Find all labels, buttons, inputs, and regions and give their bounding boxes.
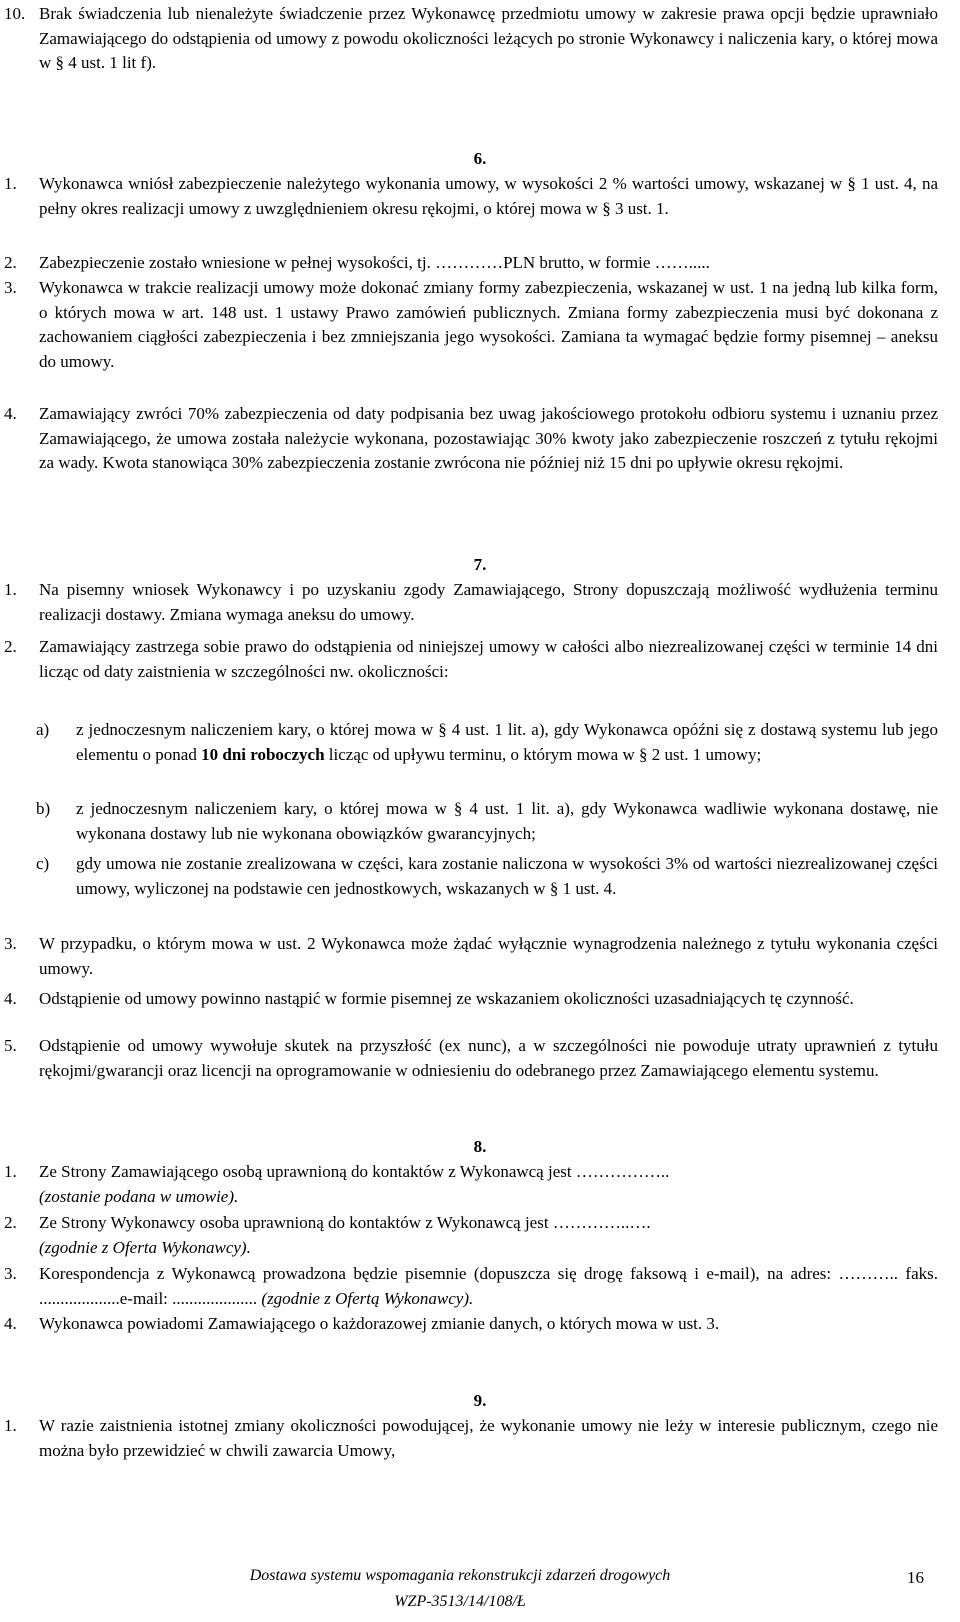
- numbered-paragraph: [4, 1211, 938, 1260]
- paragraph-text: Wykonawca wniósł zabezpieczenie należytego wykonania umowy, w wysokości 2 % wartości umowy, wskazanej w § 1 ust. 4, na pełny okres realizacji umowy z uwzględnieniem okresu rękojmi, o której mowa w § 3 ust. 1.: [39, 174, 938, 218]
- lettered-item: [36, 797, 938, 846]
- paragraph-number: 2.: [4, 253, 17, 272]
- numbered-paragraph: [4, 251, 938, 276]
- text-segment: z jednoczesnym naliczeniem kary, o której mowa w § 4 ust. 1 lit. a), gdy Wykonawca wadliwie wykonana dostawę, nie wykonana dostawy lub nie wykonana obowiązków gwarancyjnych;: [76, 799, 938, 843]
- numbered-paragraph: [4, 635, 938, 684]
- paragraph-number: 1.: [4, 1162, 17, 1181]
- paragraph-text: [39, 1211, 938, 1260]
- paragraph-number: 3.: [4, 1264, 17, 1283]
- section-heading: 9.: [473, 1391, 487, 1410]
- paragraph-number: 3.: [4, 278, 17, 297]
- paragraph-number: 1.: [4, 174, 17, 193]
- lettered-item-text: [76, 718, 938, 767]
- paragraph-text: W przypadku, o którym mowa w ust. 2 Wykonawca może żądać wyłącznie wynagrodzenia należnego z tytułu wykonania części umowy.: [39, 934, 938, 978]
- paragraph-text: Wykonawca w trakcie realizacji umowy może dokonać zmiany formy zabezpieczenia, wskazanej w ust. 1 na jedną lub kilka form, o których mowa w art. 148 ust. 1 ustawy Prawo zamówień publicznych. Zmiana formy zabezpieczenia musi być dokonana z zachowaniem ciągłości zabezpieczenia i bez zmniejszania jego wysokości. Zamiana ta wymagać będzie formy pisemnej – aneksu do umowy.: [39, 278, 938, 371]
- numbered-paragraph: [4, 172, 938, 221]
- text-segment: Ze Strony Zamawiającego osobą uprawnioną do kontaktów z Wykonawcą jest ……………..: [39, 1162, 670, 1181]
- paragraph-text: Zamawiający zastrzega sobie prawo do odstąpienia od niniejszej umowy w całości albo niezrealizowanej części w terminie 14 dni licząc od daty zaistnienia w szczególności nw. okoliczności:: [39, 637, 938, 681]
- section-heading: 7.: [473, 555, 487, 574]
- italic-note: (zgodnie z Ofertą Wykonawcy).: [261, 1288, 474, 1308]
- numbered-paragraph: [4, 1034, 938, 1083]
- numbered-paragraph: [4, 1312, 938, 1337]
- paragraph-number: 4.: [4, 989, 17, 1008]
- footer-title: Dostawa systemu wspomagania rekonstrukcji zdarzeń drogowych: [249, 1567, 671, 1584]
- paragraph-number: 4.: [4, 1314, 17, 1333]
- paragraph-text: Na pisemny wniosek Wykonawcy i po uzyskaniu zgody Zamawiającego, Strony dopuszczają możliwość wydłużenia terminu realizacji dostawy. Zmiana wymaga aneksu do umowy.: [39, 580, 938, 624]
- paragraph-text: W razie zaistnienia istotnej zmiany okoliczności powodującej, że wykonanie umowy nie leży w interesie publicznym, czego nie można było przewidzieć w chwili zawarcia Umowy,: [39, 1416, 938, 1460]
- paragraph-text: Zamawiający zwróci 70% zabezpieczenia od daty podpisania bez uwag jakościowego protokołu odbioru systemu i uznaniu przez Zamawiającego, że umowa została należycie wykonana, pozostawiając 30% kwoty jako zabezpieczenie roszczeń z tytułu rękojmi za wady. Kwota stanowiąca 30% zabezpieczenia zostanie zwrócona nie później niż 15 dni po upływie okresu rękojmi.: [39, 404, 938, 473]
- item-letter: b): [36, 799, 51, 818]
- lettered-item-text: [76, 797, 938, 846]
- text-segment: Korespondencja z Wykonawcą prowadzona będzie pisemnie (dopuszcza się drogę faksową i e-mail), na adres: ……….. faks. ...................e-mail: ....................: [39, 1264, 938, 1308]
- footer-code: WZP-3513/14/108/Ł: [394, 1593, 526, 1610]
- italic-note: (zostanie podana w umowie).: [39, 1186, 239, 1206]
- paragraph-number: 1.: [4, 1416, 17, 1435]
- numbered-paragraph: [4, 402, 938, 476]
- paragraph-text: [39, 1160, 938, 1209]
- paragraph-text: Odstąpienie od umowy wywołuje skutek na przyszłość (ex nunc), a w szczególności nie powoduje utraty uprawnień z tytułu rękojmi/gwarancji oraz licencji na oprogramowanie w odniesieniu do odebranego przez Zamawiającego elementu systemu.: [39, 1036, 938, 1080]
- lettered-item: [36, 718, 938, 767]
- lettered-item-text: [76, 852, 938, 901]
- lettered-item: [36, 852, 938, 901]
- text-segment: z jednoczesnym naliczeniem kary, o której mowa w § 4 ust. 1 lit. a), gdy Wykonawca opóźni się z dostawą systemu lub jego elementu o ponad: [76, 720, 938, 764]
- numbered-paragraph: [4, 276, 938, 374]
- numbered-paragraph: [4, 1160, 938, 1209]
- text-segment: gdy umowa nie zostanie zrealizowana w części, kara zostanie naliczona w wysokości 3% od wartości niezrealizowanej części umowy, wyliczonej na podstawie cen jednostkowych, wskazanych w § 1 ust. 4.: [76, 854, 938, 898]
- numbered-paragraph: [4, 578, 938, 627]
- paragraph-number: 3.: [4, 934, 17, 953]
- section-heading: 6.: [473, 149, 487, 168]
- paragraph-number: 2.: [4, 1213, 17, 1232]
- paragraph-text: Odstąpienie od umowy powinno nastąpić w formie pisemnej ze wskazaniem okoliczności uzasadniających tę czynność.: [39, 989, 854, 1008]
- numbered-paragraph: [4, 1262, 938, 1311]
- paragraph-number: 5.: [4, 1036, 17, 1055]
- paragraph-number: 2.: [4, 637, 17, 656]
- paragraph-number: 10.: [4, 4, 26, 23]
- page-number: 16: [907, 1568, 924, 1587]
- paragraph-number: 4.: [4, 404, 17, 423]
- numbered-paragraph: [4, 2, 938, 76]
- text-segment: licząc od upływu terminu, o którym mowa w § 2 ust. 1 umowy;: [324, 744, 762, 764]
- text-segment: Ze Strony Wykonawcy osoba uprawnioną do kontaktów z Wykonawcą jest …………..….: [39, 1213, 651, 1232]
- italic-note: (zgodnie z Oferta Wykonawcy).: [39, 1237, 251, 1257]
- paragraph-text: Wykonawca powiadomi Zamawiającego o każdorazowej zmianie danych, o których mowa w ust. 3.: [39, 1314, 720, 1333]
- numbered-paragraph: [4, 932, 938, 981]
- paragraph-text: Brak świadczenia lub nienależyte świadczenie przez Wykonawcę przedmiotu umowy w zakresie prawa opcji będzie uprawniało Zamawiającego do odstąpienia od umowy z powodu okoliczności leżących po stronie Wykonawcy i naliczenia kary, o której mowa w § 4 ust. 1 lit f).: [39, 4, 938, 73]
- item-letter: c): [36, 854, 50, 873]
- section-heading: 8.: [473, 1137, 487, 1156]
- paragraph-number: 1.: [4, 580, 17, 599]
- paragraph-text: Zabezpieczenie zostało wniesione w pełnej wysokości, tj. …………PLN brutto, w formie …….....: [39, 253, 710, 272]
- bold-segment: 10 dni roboczych: [201, 744, 325, 764]
- numbered-paragraph: [4, 987, 938, 1012]
- item-letter: a): [36, 720, 50, 739]
- paragraph-text: [39, 1262, 938, 1311]
- numbered-paragraph: [4, 1414, 938, 1463]
